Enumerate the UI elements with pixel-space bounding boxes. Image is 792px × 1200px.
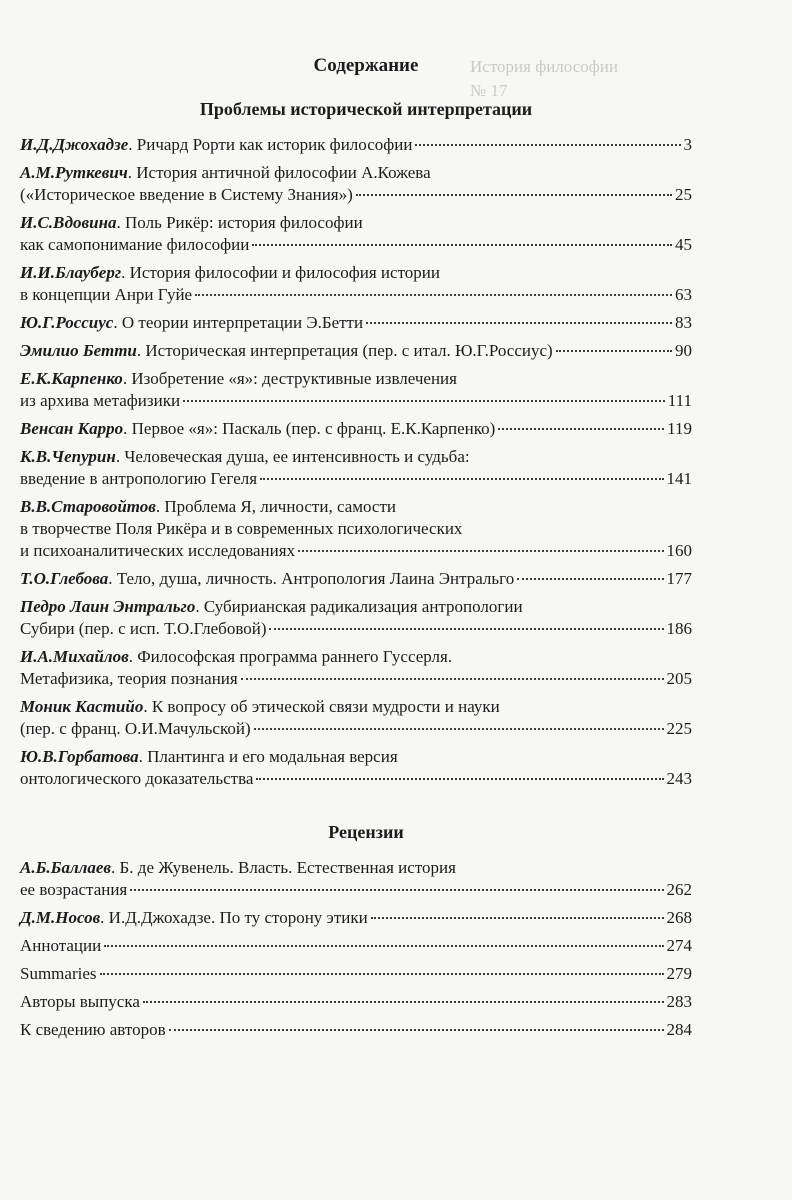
toc-list-reviews xyxy=(20,857,692,1041)
toc-entry[interactable] xyxy=(20,935,692,957)
toc-line-text xyxy=(20,134,412,156)
toc-line-last xyxy=(20,284,692,306)
page-number: 119 xyxy=(667,419,692,438)
toc-entry[interactable] xyxy=(20,312,692,334)
toc-line-last xyxy=(20,963,692,985)
toc-line-last xyxy=(20,418,692,440)
page-number: 225 xyxy=(666,719,692,738)
dot-leader xyxy=(104,945,663,947)
toc-author: Т.О.Глебова xyxy=(20,569,109,588)
toc-line-text xyxy=(20,991,140,1013)
toc-entry[interactable] xyxy=(20,212,692,256)
dot-leader xyxy=(260,478,663,480)
toc-line-text xyxy=(20,540,295,562)
toc-title-text: . И.Д.Джохадзе. По ту сторону этики xyxy=(100,908,368,927)
toc-entry[interactable] xyxy=(20,696,692,740)
toc-author: А.М.Руткевич xyxy=(20,163,128,182)
toc-line-last xyxy=(20,1019,692,1041)
toc-line xyxy=(20,368,692,390)
toc-line xyxy=(20,746,692,768)
toc-entry[interactable] xyxy=(20,496,692,562)
toc-title-text: . История философии и философия истории xyxy=(121,263,440,282)
toc-entry[interactable] xyxy=(20,418,692,440)
page-number: 111 xyxy=(667,391,692,410)
toc-line-last xyxy=(20,390,692,412)
dot-leader xyxy=(498,428,664,430)
dot-leader xyxy=(269,628,663,630)
toc-line xyxy=(20,446,692,468)
toc-title-text: . Поль Рикёр: история философии xyxy=(116,213,363,232)
dot-leader xyxy=(371,917,664,919)
toc-title-text: Аннотации xyxy=(20,936,102,955)
toc-line-text xyxy=(20,340,553,362)
toc-author: Е.К.Карпенко xyxy=(20,369,123,388)
toc-line xyxy=(20,518,692,540)
page-number: 279 xyxy=(666,964,692,983)
toc-line-last xyxy=(20,340,692,362)
page-number: 186 xyxy=(666,619,692,638)
toc-line-last xyxy=(20,768,692,790)
page-number: 274 xyxy=(666,936,692,955)
toc-entry[interactable] xyxy=(20,646,692,690)
toc-author: Ю.Г.Россиус xyxy=(20,313,114,332)
toc-author: Моник Кастийо xyxy=(20,697,144,716)
page-number: 3 xyxy=(683,135,692,154)
toc-title-text: в творчестве Поля Рикёра и в современных психологических xyxy=(20,519,463,538)
page-title: Содержание xyxy=(313,55,419,76)
toc-author: И.И.Блауберг xyxy=(20,263,122,282)
ghost-line: История философии xyxy=(470,57,618,76)
toc-title-text: в концепции Анри Гуйе xyxy=(20,285,193,304)
toc-line xyxy=(20,646,692,668)
dot-leader xyxy=(100,973,664,975)
toc-title-text: онтологического доказательства xyxy=(20,769,254,788)
page-number: 284 xyxy=(666,1020,692,1039)
toc-line-text xyxy=(20,618,266,640)
dot-leader xyxy=(130,889,663,891)
toc-list-problems xyxy=(20,134,692,790)
toc-title-text: Summaries xyxy=(20,964,97,983)
toc-entry[interactable] xyxy=(20,907,692,929)
page-number: 205 xyxy=(666,669,692,688)
toc-line-last xyxy=(20,540,692,562)
toc-entry[interactable] xyxy=(20,746,692,790)
toc-entry[interactable] xyxy=(20,134,692,156)
section-title-reviews: Рецензии xyxy=(328,822,404,842)
toc-line-text xyxy=(20,418,495,440)
dot-leader xyxy=(183,400,665,402)
page-number: 25 xyxy=(675,185,692,204)
toc-title-text: («Историческое введение в Систему Знания») xyxy=(20,185,353,204)
toc-line-last xyxy=(20,935,692,957)
toc-entry[interactable] xyxy=(20,596,692,640)
toc-line-last xyxy=(20,991,692,1013)
toc-line-last xyxy=(20,568,692,590)
toc-entry[interactable] xyxy=(20,1019,692,1041)
toc-entry[interactable] xyxy=(20,857,692,901)
toc-title-text: . К вопросу об этической связи мудрости и науки xyxy=(143,697,500,716)
page-number: 283 xyxy=(666,992,692,1011)
toc-title-text: . О теории интерпретации Э.Бетти xyxy=(113,313,364,332)
toc-entry[interactable] xyxy=(20,568,692,590)
dot-leader xyxy=(517,578,663,580)
contents-page xyxy=(20,55,692,1047)
toc-entry[interactable] xyxy=(20,963,692,985)
dot-leader xyxy=(143,1001,664,1003)
toc-entry[interactable] xyxy=(20,340,692,362)
page-number: 160 xyxy=(666,541,692,560)
toc-line-last xyxy=(20,618,692,640)
page-number: 141 xyxy=(666,469,692,488)
page-number: 243 xyxy=(666,769,692,788)
toc-author: А.Б.Баллаев xyxy=(20,858,112,877)
toc-title-text: . Философская программа раннего Гуссерля. xyxy=(128,647,453,666)
dot-leader xyxy=(252,244,672,246)
toc-title-text: К сведению авторов xyxy=(20,1020,166,1039)
toc-title-text: Авторы выпуска xyxy=(20,992,140,1011)
toc-title-text: . Субирианская радикализация антропологии xyxy=(195,597,523,616)
toc-title-text: . Тело, душа, личность. Антропология Лаина Энтральго xyxy=(108,569,515,588)
dot-leader xyxy=(298,550,663,552)
toc-entry[interactable] xyxy=(20,446,692,490)
dot-leader xyxy=(241,678,664,680)
toc-line-text xyxy=(20,390,180,412)
toc-line-text xyxy=(20,184,353,206)
section-title-problems: Проблемы исторической интерпретации xyxy=(199,99,533,119)
ghost-line: № 17 xyxy=(470,81,508,100)
toc-entry[interactable] xyxy=(20,262,692,306)
toc-title-text: . Ричард Рорти как историк философии xyxy=(128,135,413,154)
toc-line-last xyxy=(20,879,692,901)
toc-title-text: введение в антропологию Гегеля xyxy=(20,469,258,488)
toc-title-text: и психоаналитических исследованиях xyxy=(20,541,296,560)
toc-line-text xyxy=(20,718,251,740)
dot-leader xyxy=(195,294,672,296)
dot-leader xyxy=(356,194,672,196)
toc-line xyxy=(20,857,692,879)
page-number: 268 xyxy=(666,908,692,927)
dot-leader xyxy=(256,778,663,780)
toc-line xyxy=(20,496,692,518)
toc-line xyxy=(20,596,692,618)
toc-line-text xyxy=(20,1019,166,1041)
toc-title-text: . Б. де Жувенель. Власть. Естественная история xyxy=(111,858,456,877)
toc-entry[interactable] xyxy=(20,991,692,1013)
toc-line-text xyxy=(20,234,249,256)
dot-leader xyxy=(254,728,664,730)
toc-title-text: как самопонимание философии xyxy=(20,235,250,254)
toc-author: Эмилио Бетти xyxy=(20,341,137,360)
toc-author: И.С.Вдовина xyxy=(20,213,117,232)
toc-line-last xyxy=(20,468,692,490)
dot-leader xyxy=(556,350,672,352)
toc-line-last xyxy=(20,718,692,740)
toc-title-text: Субири (пер. с исп. Т.О.Глебовой) xyxy=(20,619,267,638)
toc-line-text xyxy=(20,963,97,985)
toc-author: К.В.Чепурин xyxy=(20,447,116,466)
dot-leader xyxy=(366,322,672,324)
toc-line xyxy=(20,212,692,234)
toc-line-text xyxy=(20,907,368,929)
toc-line xyxy=(20,262,692,284)
page-number: 83 xyxy=(675,313,692,332)
toc-title-text: . Первое «я»: Паскаль (пер. с франц. Е.К.Карпенко) xyxy=(123,419,496,438)
toc-author: Венсан Карро xyxy=(20,419,124,438)
toc-title-text: ее возрастания xyxy=(20,880,128,899)
toc-title-text: . Изобретение «я»: деструктивные извлечения xyxy=(122,369,457,388)
toc-line-text xyxy=(20,768,253,790)
dot-leader xyxy=(169,1029,664,1031)
toc-line-text xyxy=(20,568,514,590)
toc-line-last xyxy=(20,234,692,256)
toc-line-last xyxy=(20,312,692,334)
toc-title-text: . Историческая интерпретация (пер. с итал. Ю.Г.Россиус) xyxy=(136,341,553,360)
toc-line-text xyxy=(20,668,238,690)
toc-title-text: . Плантинга и его модальная версия xyxy=(138,747,398,766)
toc-title-text: из архива метафизики xyxy=(20,391,181,410)
toc-line-text xyxy=(20,312,363,334)
toc-line xyxy=(20,162,692,184)
toc-line-text xyxy=(20,935,101,957)
toc-line-last xyxy=(20,134,692,156)
page-number: 63 xyxy=(675,285,692,304)
page-number: 90 xyxy=(675,341,692,360)
toc-title-text: . Проблема Я, личности, самости xyxy=(155,497,396,516)
toc-line-last xyxy=(20,184,692,206)
toc-line-last xyxy=(20,668,692,690)
toc-title-text: (пер. с франц. О.И.Мачульской) xyxy=(20,719,251,738)
toc-author: Ю.В.Горбатова xyxy=(20,747,139,766)
toc-author: И.А.Михайлов xyxy=(20,647,129,666)
toc-title-text: . Человеческая душа, ее интенсивность и судьба: xyxy=(115,447,470,466)
page-number: 45 xyxy=(675,235,692,254)
toc-title-text: . История античной философии А.Кожева xyxy=(127,163,431,182)
toc-author: Д.М.Носов xyxy=(20,908,101,927)
toc-author: И.Д.Джохадзе xyxy=(20,135,129,154)
toc-entry[interactable] xyxy=(20,162,692,206)
toc-entry[interactable] xyxy=(20,368,692,412)
toc-line xyxy=(20,696,692,718)
dot-leader xyxy=(415,144,680,146)
toc-line-last xyxy=(20,907,692,929)
toc-line-text xyxy=(20,468,257,490)
toc-line-text xyxy=(20,284,192,306)
toc-author: Педро Лаин Энтральго xyxy=(20,597,196,616)
toc-line-text xyxy=(20,879,127,901)
page-number: 262 xyxy=(666,880,692,899)
page-number: 177 xyxy=(666,569,692,588)
toc-author: В.В.Старовойтов xyxy=(20,497,156,516)
toc-title-text: Метафизика, теория познания xyxy=(20,669,238,688)
